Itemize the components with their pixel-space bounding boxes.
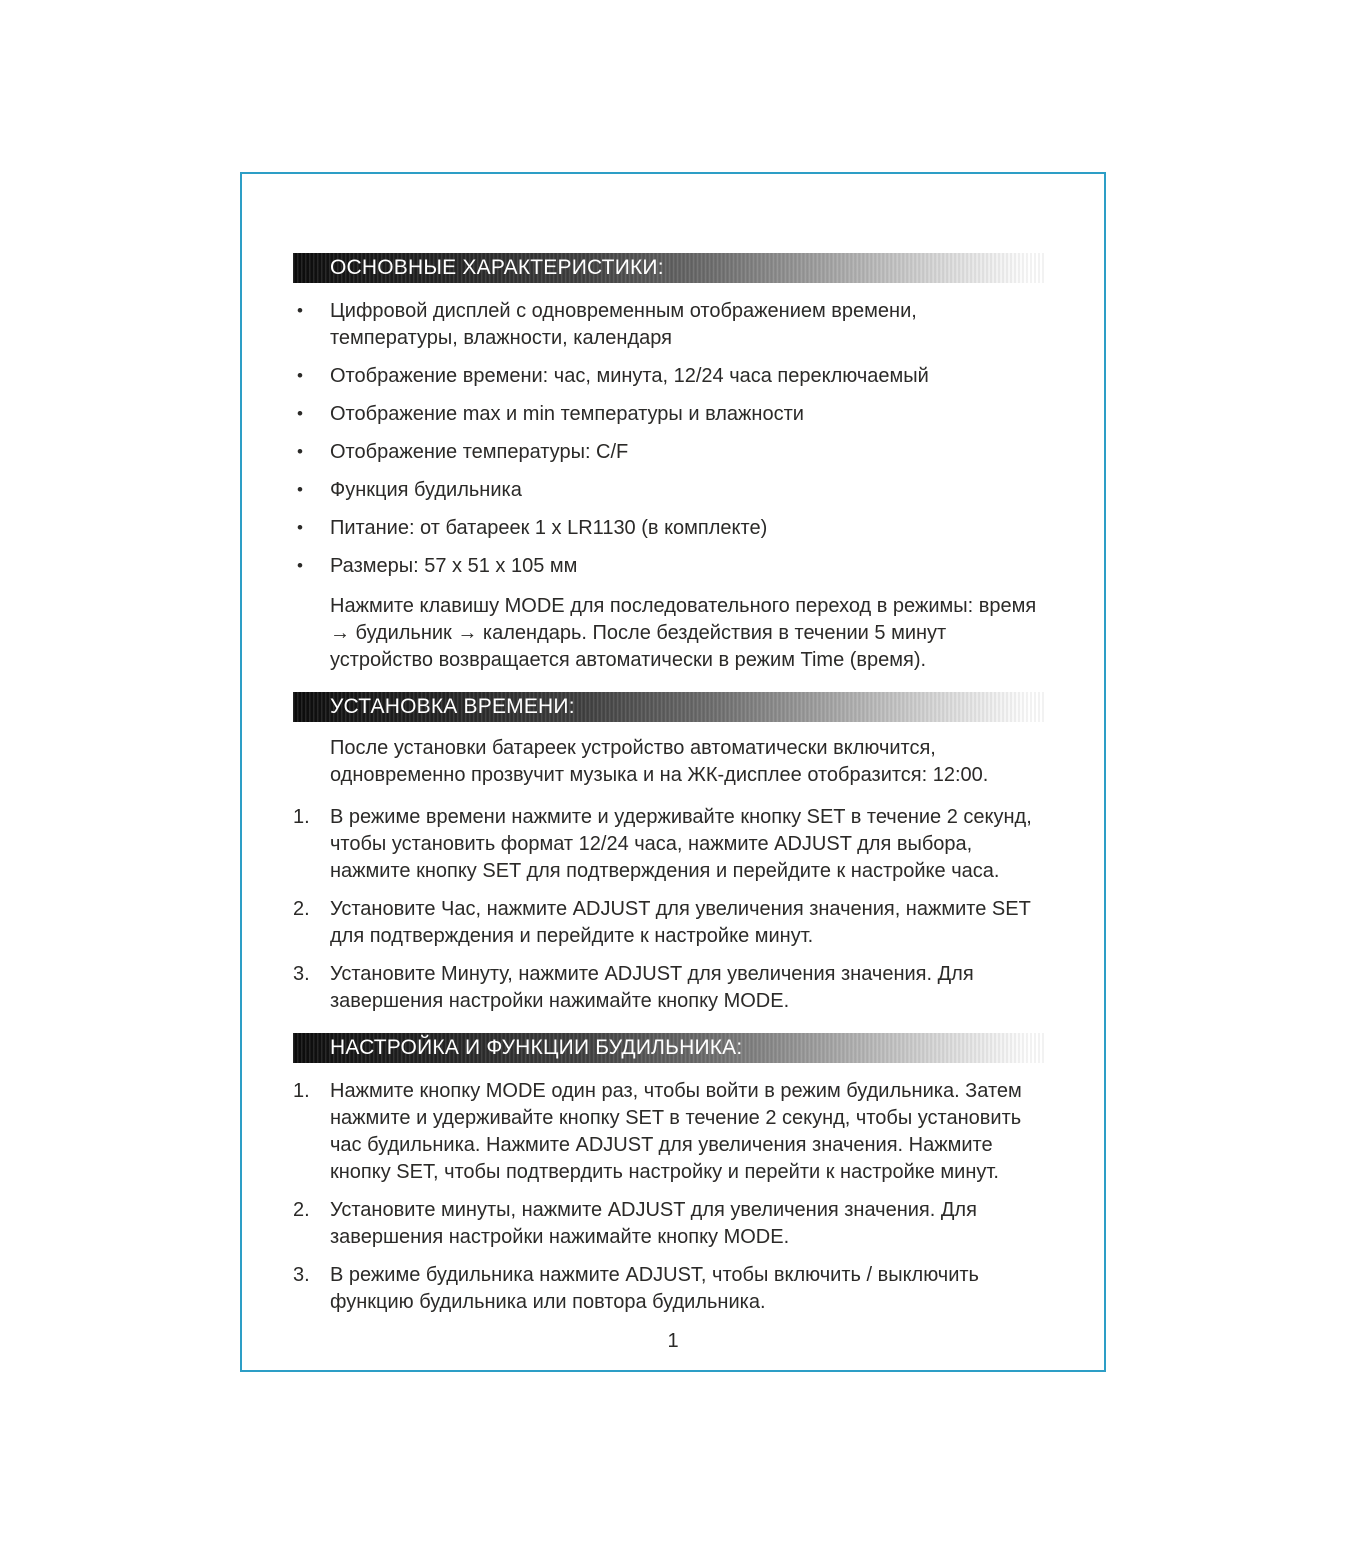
list-item <box>293 439 1045 466</box>
features-list <box>293 298 1045 580</box>
section-title: НАСТРОЙКА И ФУНКЦИИ БУДИЛЬНИКА: <box>330 1036 743 1059</box>
list-item-text: Цифровой дисплей с одновременным отображением времени, температуры, влажности, календаря <box>330 300 917 349</box>
list-item-text: Питание: от батареек 1 x LR1130 (в комплекте) <box>330 517 768 539</box>
section-title: ОСНОВНЫЕ ХАРАКТЕРИСТИКИ: <box>330 256 664 279</box>
list-item <box>293 363 1045 390</box>
step-item <box>293 1197 1045 1251</box>
list-item <box>293 553 1045 580</box>
alarm-setting-steps <box>293 1078 1045 1316</box>
list-item-text: Отображение температуры: C/F <box>330 441 629 463</box>
section-header-alarm-functions <box>293 1033 1045 1063</box>
list-item <box>293 401 1045 428</box>
list-item-text: Размеры: 57 x 51 x 105 мм <box>330 555 578 577</box>
section-header-time-setting <box>293 692 1045 722</box>
time-setting-steps <box>293 804 1045 1015</box>
step-text: Установите Час, нажмите ADJUST для увеличения значения, нажмите SET для подтверждения и перейдите к настройке минут. <box>330 898 1031 947</box>
page-number: 1 <box>667 1330 679 1352</box>
section-header-main-features <box>293 253 1045 283</box>
step-text: Установите Минуту, нажмите ADJUST для увеличения значения. Для завершения настройки нажимайте кнопку MODE. <box>330 963 974 1012</box>
step-number: 2. <box>293 898 310 920</box>
list-item <box>293 477 1045 504</box>
mode-description-paragraph: Нажмите клавишу MODE для последовательного переход в режимы: время → будильник → календарь. После бездействия в течении 5 минут устройство возвращается автоматически в режим Time (время). <box>330 595 1037 671</box>
section-title: УСТАНОВКА ВРЕМЕНИ: <box>330 695 575 718</box>
step-number: 3. <box>293 1264 310 1286</box>
list-item-text: Отображение max и min температуры и влажности <box>330 403 804 425</box>
step-number: 1. <box>293 1080 310 1102</box>
list-item-text: Отображение времени: час, минута, 12/24 часа переключаемый <box>330 365 929 387</box>
step-text: Установите минуты, нажмите ADJUST для увеличения значения. Для завершения настройки нажимайте кнопку MODE. <box>330 1199 977 1248</box>
step-text: В режиме будильника нажмите ADJUST, чтобы включить / выключить функцию будильника или повтора будильника. <box>330 1264 979 1313</box>
step-item <box>293 804 1045 885</box>
step-item <box>293 961 1045 1015</box>
step-item <box>293 1078 1045 1186</box>
step-text: Нажмите кнопку MODE один раз, чтобы войти в режим будильника. Затем нажмите и удерживайте кнопку SET в течение 2 секунд, чтобы установить час будильника. Нажмите ADJUST для увеличения значения. Нажмите кнопку SET, чтобы подтвердить настройку и перейти к настройке минут. <box>330 1080 1022 1183</box>
list-item-text: Функция будильника <box>330 479 522 501</box>
manual-page <box>240 172 1106 1372</box>
list-item <box>293 515 1045 542</box>
step-number: 3. <box>293 963 310 985</box>
step-number: 2. <box>293 1199 310 1221</box>
page-content <box>293 253 1045 1327</box>
step-number: 1. <box>293 806 310 828</box>
time-setting-intro-paragraph: После установки батареек устройство автоматически включится, одновременно прозвучит музыка и на ЖК-дисплее отобразится: 12:00. <box>330 737 989 786</box>
step-item <box>293 896 1045 950</box>
step-text: В режиме времени нажмите и удерживайте кнопку SET в течение 2 секунд, чтобы установить формат 12/24 часа, нажмите ADJUST для выбора, нажмите кнопку SET для подтверждения и перейдите к настройке часа. <box>330 806 1032 882</box>
step-item <box>293 1262 1045 1316</box>
list-item <box>293 298 1045 352</box>
